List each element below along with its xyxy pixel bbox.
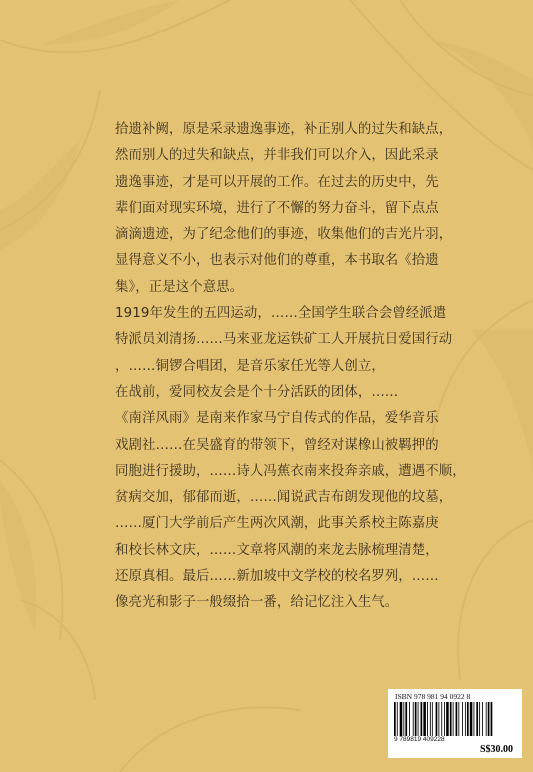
blurb-line: 1919年发生的五四运动，……全国学生联合会曾经派遣 xyxy=(115,306,447,322)
blurb-line: 辈们面对现实环境，进行了不懈的努力奋斗，留下点点 xyxy=(115,200,439,216)
blurb-line: 特派员刘清扬……马来亚龙运铁矿工人开展抗日爱国行动 xyxy=(115,332,453,348)
blurb-line: 同胞进行援助，……诗人冯蕉衣南来投奔亲戚，遭遇不顺， xyxy=(115,463,466,479)
blurb-line: 拾遗补阙，原是采录遗逸事迹，补正别人的过失和缺点， xyxy=(115,122,453,137)
isbn-label: ISBN 978 981 94 0922 8 xyxy=(395,692,471,701)
blurb-line: 还原真相。最后……新加坡中文学校的校名罗列，…… xyxy=(115,569,439,585)
blurb-line: 和校长林文庆，……文章将风潮的来龙去脉梳理清楚， xyxy=(115,542,439,558)
barcode-icon xyxy=(394,702,516,736)
price-label: S$30.00 xyxy=(480,744,514,755)
blurb-line: 戏剧社……在吴盛育的带领下，曾经对谋橡山被羁押的 xyxy=(115,437,439,453)
blurb-line: 《南洋风雨》是南来作家马宁自传式的作品，爱华音乐 xyxy=(115,411,439,427)
barcode-number: 9 789819 409228 xyxy=(394,736,445,743)
blurb-line: 显得意义不小，也表示对他们的尊重，本书取名《拾遗 xyxy=(115,253,439,269)
blurb-line: 像亮光和影子一般缀拾一番，给记忆注入生气。 xyxy=(115,595,399,611)
back-cover-blurb xyxy=(115,117,466,617)
blurb-line: 贫病交加，郁郁而逝，……闻说武吉布朗发现他的坟墓， xyxy=(115,490,453,506)
blurb-line: 在战前，爱同校友会是个十分活跃的团体，…… xyxy=(115,384,399,400)
blurb-line: 集》，正是这个意思。 xyxy=(115,279,244,295)
blurb-line: 然而别人的过失和缺点，并非我们可以介入，因此采录 xyxy=(115,148,439,164)
blurb-line: 滴滴遗迹，为了纪念他们的事迹，收集他们的吉光片羽， xyxy=(115,227,453,243)
isbn-barcode-box xyxy=(388,689,522,758)
blurb-line: 遗逸事迹，才是可以开展的工作。在过去的历史中，先 xyxy=(115,174,439,190)
blurb-line: ，……铜锣合唱团，是音乐家任光等人创立， xyxy=(115,358,385,374)
blurb-line: ……厦门大学前后产生两次风潮，此事关系校主陈嘉庚 xyxy=(115,516,439,532)
